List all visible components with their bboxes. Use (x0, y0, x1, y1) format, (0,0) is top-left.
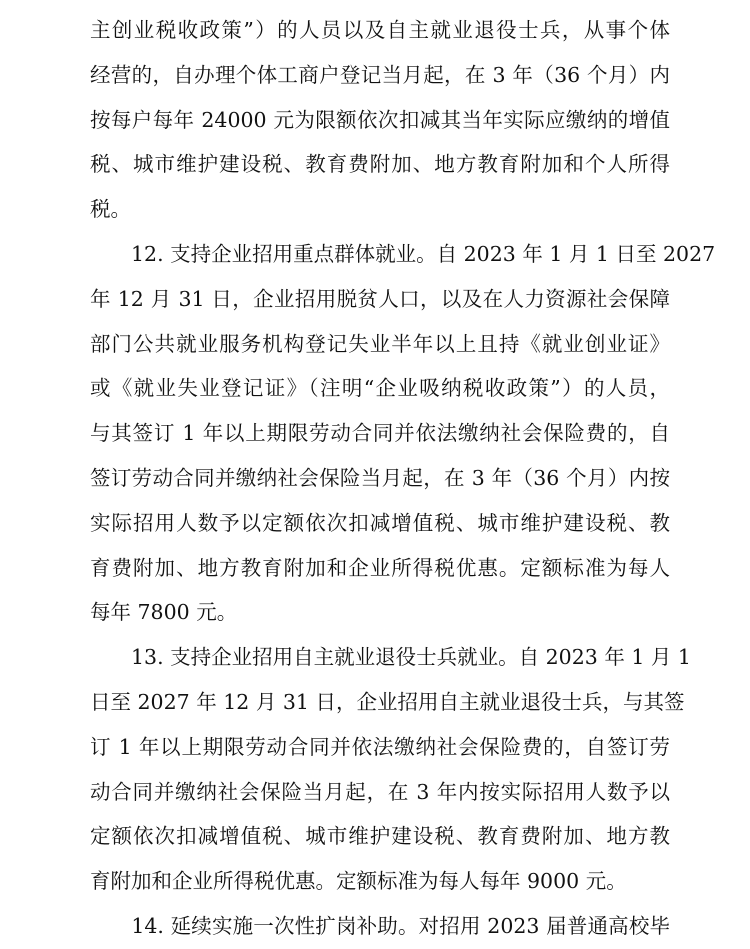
text-line: 日至 2027 年 12 月 31 日，企业招用自主就业退役士兵，与其签 (90, 689, 685, 714)
text-line: 动合同并缴纳社会保险当月起，在 3 年内按实际招用人数予以 (90, 779, 670, 804)
text-line: 主创业税收政策”）的人员以及自主就业退役士兵，从事个体 (90, 18, 670, 42)
text-line: 13. 支持企业招用自主就业退役士兵就业。自 2023 年 1 月 1 (90, 645, 691, 670)
text-line: 经营的，自办理个体工商户登记当月起，在 3 年（36 个月）内 (90, 62, 670, 87)
text-line: 定额依次扣减增值税、城市维护建设税、教育费附加、地方教 (90, 824, 670, 849)
text-line: 订 1 年以上期限劳动合同并依法缴纳社会保险费的，自签订劳 (90, 734, 670, 759)
text-line: 税、城市维护建设税、教育费附加、地方教育附加和个人所得 (90, 152, 670, 177)
document-body-text (90, 8, 716, 949)
text-line: 育附加和企业所得税优惠。定额标准为每人每年 9000 元。 (90, 869, 627, 894)
text-line: 与其签订 1 年以上期限劳动合同并依法缴纳社会保险费的，自 (90, 421, 670, 446)
text-line: 或《就业失业登记证》（注明“企业吸纳税收政策”）的人员， (90, 376, 670, 401)
text-line: 签订劳动合同并缴纳社会保险当月起，在 3 年（36 个月）内按 (90, 465, 670, 490)
text-line: 年 12 月 31 日，企业招用脱贫人口，以及在人力资源社会保障 (90, 286, 670, 311)
text-line: 实际招用人数予以定额依次扣减增值税、城市维护建设税、教 (90, 510, 670, 535)
text-line: 部门公共就业服务机构登记失业半年以上且持《就业创业证》 (90, 331, 670, 356)
text-line: 12. 支持企业招用重点群体就业。自 2023 年 1 月 1 日至 2027 (90, 241, 716, 266)
text-line: 税。 (90, 197, 131, 222)
text-line: 按每户每年 24000 元为限额依次扣减其当年实际应缴纳的增值 (90, 107, 670, 132)
text-line: 14. 延续实施一次性扩岗补助。对招用 2023 届普通高校毕 (90, 913, 670, 938)
text-line: 育费附加、地方教育附加和企业所得税优惠。定额标准为每人 (90, 555, 670, 580)
text-line: 每年 7800 元。 (90, 600, 238, 625)
